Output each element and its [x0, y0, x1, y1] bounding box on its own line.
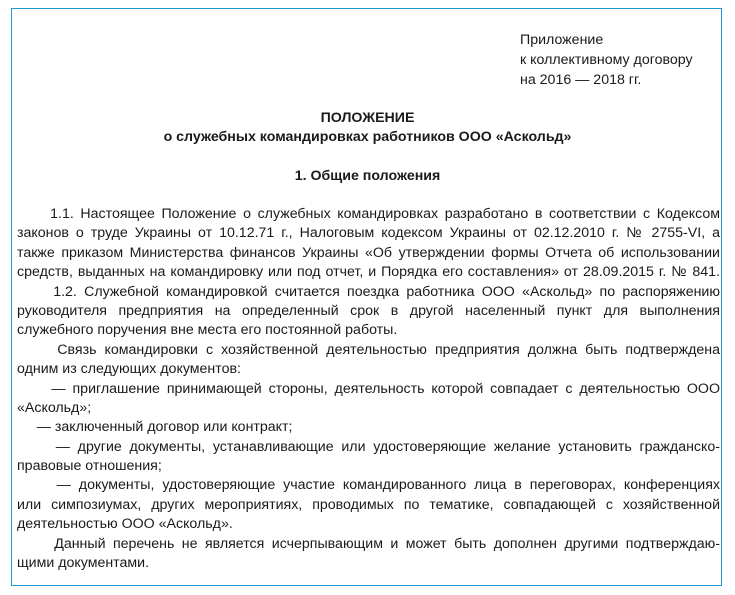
annex-line-3: на 2016 — 2018 гг.: [520, 72, 642, 88]
body-line: — заключенный договор или контракт;: [17, 419, 293, 436]
body-line: — документы, удостоверяющие участие командированного лица в переговорах, конференциях: [17, 477, 720, 494]
body-line: 1.2. Служебной командировкой считается поездка работника ООО «Аскольд» по распоряжению: [17, 283, 720, 300]
body-line: законов о труде Украины от 10.12.71 г., Налоговым кодексом Украины от 02.12.2010 г. № 2755-VI, а: [17, 225, 720, 242]
body-line: деятельностью ООО «Аскольд».: [17, 516, 233, 533]
body-line: Связь командировки с хозяйственной деятельностью предприятия должна быть подтверждена: [17, 341, 720, 358]
section-heading: 1. Общие положения: [294, 168, 441, 184]
body-line: также приказом Министерства финансов Украины «Об утверждении формы Отчета об использовании: [17, 244, 720, 261]
body-line: Данный перечень не является исчерпывающим и может быть дополнен другими подтверждаю-: [17, 535, 720, 552]
body-line: средств, выданных на командировку или под отчет, и Порядка его составления» от 28.09.2015 г. № 841.: [17, 264, 720, 281]
document-title: ПОЛОЖЕНИЕ: [320, 110, 415, 126]
annex-line-2: к коллективному договору: [520, 52, 693, 68]
body-line: «Аскольд»;: [17, 399, 92, 416]
body-line: — другие документы, устанавливающие или удостоверяющие желание установить гражданско-: [17, 438, 720, 455]
annex-note: [520, 30, 693, 90]
body-line: 1.1. Настоящее Положение о служебных командировках разработано в соответствии с Кодексом: [17, 206, 720, 222]
document-subtitle: о служебных командировках работников ООО «Аскольд»: [163, 129, 572, 145]
body-line: одним из следующих документов:: [17, 361, 241, 378]
annex-line-1: Приложение: [520, 32, 604, 48]
body-line: — приглашение принимающей стороны, деятельность которой совпадает с деятельностью ООО: [17, 380, 720, 397]
body-line: служебного поручения вне места его постоянной работы.: [17, 322, 398, 339]
body-line: или симпозиумах, других мероприятиях, проводимых по тематике, совпадающей с хозяйственной: [17, 496, 720, 513]
body-line: руководителя предприятия на определенный срок в другой населенный пункт для выполнения: [17, 302, 720, 319]
body-line: щими документами.: [17, 555, 150, 572]
document-body: [17, 205, 720, 573]
body-line: правовые отношения;: [17, 458, 162, 475]
